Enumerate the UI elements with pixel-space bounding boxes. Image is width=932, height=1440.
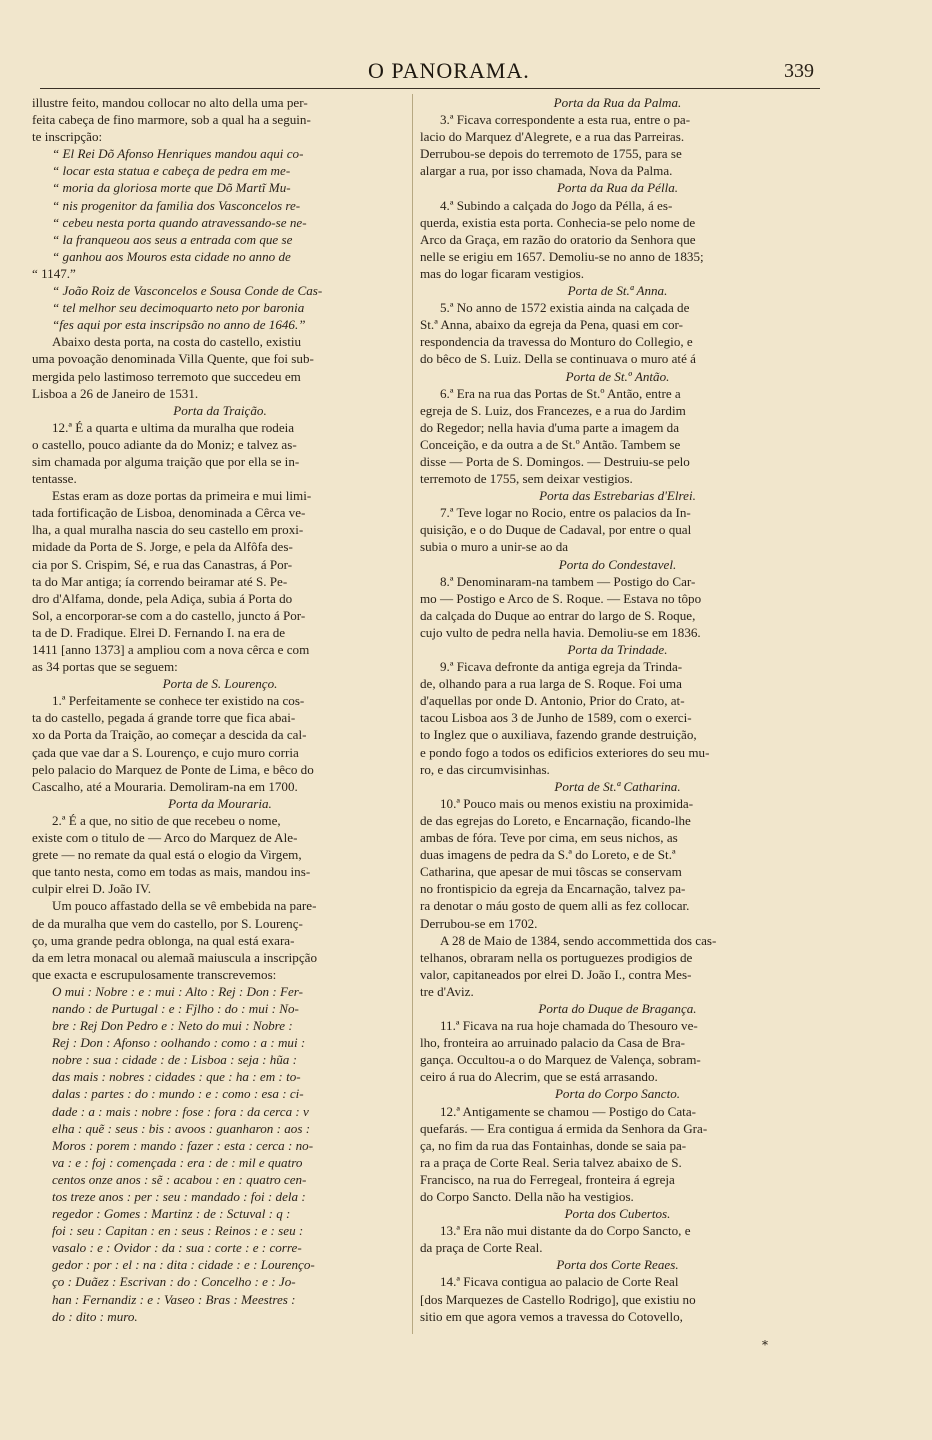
text-line: 8.ª Denominaram-na tambem — Postigo do Car- bbox=[440, 573, 696, 589]
text-line: de da muralha que vem do castello, por S. Lourenç- bbox=[32, 915, 303, 931]
text-line: Moros : porem : mando : fazer : esta : cerca : no- bbox=[52, 1137, 314, 1153]
text-line: mergida pelo lastimoso terremoto que succedeu em bbox=[32, 368, 301, 384]
text-line: xo da Porta da Traição, ao começar a descida da cal- bbox=[32, 727, 307, 743]
text-line: gedor : por : el : na : dita : cidade : e : Lourenço- bbox=[52, 1257, 315, 1273]
text-line: 1.ª Perfeitamente se conhece ter existido na cos- bbox=[52, 693, 305, 709]
text-line: tada fortificação de Lisboa, denominada a Cêrca ve- bbox=[32, 505, 306, 521]
text-line: das mais : nobres : cidades : que : ha : em : to- bbox=[52, 1069, 301, 1085]
text-line: Estas eram as doze portas da primeira e mui limi- bbox=[52, 488, 312, 504]
text-line: 12.ª Antigamente se chamou — Postigo do Cata- bbox=[440, 1103, 696, 1119]
text-line: Porta do Corpo Sancto. bbox=[554, 1086, 681, 1102]
text-line: gança. Occultou-a o do Marquez de Valença, sobram- bbox=[420, 1052, 701, 1068]
text-line: Porta da Rua da Palma. bbox=[553, 95, 682, 110]
text-line: Cascalho, até a Mouraria. Demoliram-na em 1700. bbox=[32, 778, 298, 794]
text-line: Porta da Traição. bbox=[173, 402, 267, 418]
text-line: Porta dos Cubertos. bbox=[564, 1206, 671, 1222]
text-line: 2.ª É a que, no sitio de que recebeu o nome, bbox=[52, 812, 281, 828]
text-line: Derrubou-se em 1702. bbox=[420, 915, 538, 931]
text-line: do Regedor; nella havia d'uma parte a imagem da bbox=[420, 419, 680, 435]
text-line: “ moria da gloriosa morte que Dõ Martĩ Mu- bbox=[52, 180, 291, 196]
text-line: centos onze anos : sẽ : acabou : en : quatro cen- bbox=[52, 1171, 307, 1187]
text-line: ta de D. Fradique. Elrei D. Fernando I. na era de bbox=[32, 624, 286, 640]
text-line: elha : quẽ : seus : bis : avoos : guanharon : aos : bbox=[52, 1120, 311, 1136]
text-line: ra a praça de Corte Real. Seria talvez abaixo de S. bbox=[420, 1154, 682, 1170]
page-header bbox=[40, 58, 820, 84]
text-line: tentasse. bbox=[32, 471, 77, 487]
text-line: 14.ª Ficava contigua ao palacio de Corte Real bbox=[440, 1274, 679, 1290]
text-line: cujo vulto de pedra nella havia. Demoliu-se em 1836. bbox=[420, 624, 701, 640]
text-line: Conceição, e da outra a de St.º Antão. Tambem se bbox=[420, 436, 681, 452]
text-line: quefarás. — Era contigua á ermida da Senhora da Gra- bbox=[420, 1120, 708, 1136]
text-line: de das egrejas do Loreto, e Encarnação, ficando-lhe bbox=[420, 812, 691, 828]
text-line: regedor : Gomes : Martinz : de : Sctuval : q : bbox=[52, 1206, 291, 1222]
text-line: Catharina, que apesar de mui tôscas se conservam bbox=[420, 864, 682, 880]
text-line: disse — Porta de S. Domingos. — Destruiu-se pelo bbox=[420, 453, 690, 469]
text-line: d'aquellas por onde D. Antonio, Prior do Crato, at- bbox=[420, 693, 685, 709]
text-line: no frontispicio da egreja da Encarnação, talvez pa- bbox=[420, 881, 686, 897]
text-line: do bêco de S. Luiz. Della se continuava o muro até á bbox=[420, 351, 696, 367]
text-line: dade : a : mais : nobre : fose : fora : da cerca : v bbox=[52, 1103, 309, 1119]
text-line: Porta da Mouraria. bbox=[168, 795, 272, 811]
text-line: Porta das Estrebarias d'Elrei. bbox=[539, 488, 696, 504]
text-line: subia o muro a unir-se ao da bbox=[420, 539, 569, 555]
text-line: 6.ª Era na rua das Portas de St.º Antão, entre a bbox=[440, 385, 681, 401]
text-line: A 28 de Maio de 1384, sendo accommettida dos cas- bbox=[440, 932, 717, 948]
text-line: “ cebeu nesta porta quando atravessando-se ne- bbox=[52, 214, 307, 230]
text-line: bre : Rej Don Pedro e : Neto do mui : Nobre : bbox=[52, 1018, 293, 1034]
text-line: va : e : foj : començada : era : de : mil e quatro bbox=[52, 1154, 303, 1170]
text-line: O mui : Nobre : e : mui : Alto : Rej : Don : Fer- bbox=[52, 983, 304, 999]
text-line: “ la franqueou aos seus a entrada com que se bbox=[52, 231, 293, 247]
text-line: ço, uma grande pedra oblonga, na qual está exara- bbox=[32, 932, 295, 948]
text-line: “ tel melhor seu decimoquarto neto por baronia bbox=[52, 300, 305, 316]
text-line: dro d'Alfama, donde, pela Adiça, subia á Porta do bbox=[32, 590, 293, 606]
text-line: 12.ª É a quarta e ultima da muralha que rodeia bbox=[52, 419, 295, 435]
text-line: do : dito : muro. bbox=[52, 1308, 138, 1324]
text-line: 3.ª Ficava correspondente a esta rua, entre o pa- bbox=[440, 112, 691, 128]
text-line: “fes aqui por esta inscripsão no anno de 1646.” bbox=[52, 317, 306, 333]
text-line: lho, fronteira ao arruinado palacio da Casa de Bra- bbox=[420, 1035, 686, 1051]
text-line: foi : seu : Capitan : en : seus : Reinos : e : seu : bbox=[52, 1223, 304, 1239]
text-line: da praça de Corte Real. bbox=[420, 1240, 543, 1256]
text-line: ra denotar o máu gosto de quem alli as fez collocar. bbox=[420, 898, 690, 914]
text-line: St.ª Anna, abaixo da egreja da Pena, quasi em cor- bbox=[420, 317, 683, 333]
text-line: Porta de St.ª Catharina. bbox=[554, 778, 681, 794]
text-line: da em letra monacal ou alemaã maiuscula a inscripção bbox=[32, 949, 318, 965]
text-line: Porta do Condestavel. bbox=[558, 556, 677, 572]
text-line: ro, e das circumvisinhas. bbox=[420, 761, 550, 777]
text-line: feita cabeça de fino marmore, sob a qual ha a seguin- bbox=[32, 112, 311, 128]
text-line: te inscripção: bbox=[32, 129, 103, 145]
text-line: Francisco, na rua do Ferregeal, fronteira á egreja bbox=[420, 1171, 675, 1187]
text-line: respondencia da travessa do Monturo do Collegio, e bbox=[420, 334, 693, 350]
text-line: Lisboa a 26 de Janeiro de 1531. bbox=[32, 385, 199, 401]
text-line: to Inglez que o auxiliava, fazendo grande destruição, bbox=[420, 727, 697, 743]
text-line: dalas : partes : do : mundo : e : como : esa : ci- bbox=[52, 1086, 304, 1102]
text-line: [dos Marquezes de Castello Rodrigo], que existiu no bbox=[420, 1291, 696, 1307]
text-line: quisição, e o do Duque de Cadaval, por entre o qual bbox=[420, 522, 692, 538]
text-line: illustre feito, mandou collocar no alto della uma per- bbox=[32, 95, 308, 110]
text-line: nobre : sua : cidade : de : Lisboa : seja : hũa : bbox=[52, 1052, 297, 1068]
text-line: e pondo fogo a todos os edificios exteriores do seu mu- bbox=[420, 744, 710, 760]
text-line: Derrubou-se depois do terremoto de 1755, para se bbox=[420, 146, 682, 162]
text-line: sim chamada por alguma traição que por ella se in- bbox=[32, 453, 300, 469]
text-line: duas imagens de pedra da S.ª do Loreto, e de St.ª bbox=[420, 847, 676, 863]
text-line: da calçada do Duque ao entrar do largo de S. Roque, bbox=[420, 607, 696, 623]
text-line: querda, existia esta porta. Conhecia-se pelo nome de bbox=[420, 214, 696, 230]
page-number: 339 bbox=[784, 60, 814, 82]
column-divider bbox=[412, 94, 413, 1334]
text-line: mo — Postigo e Arco de S. Roque. — Estava no tôpo bbox=[420, 590, 702, 606]
text-line: as 34 portas que se seguem: bbox=[32, 659, 178, 675]
text-line: de, olhando para a rua larga de S. Roque. Foi uma bbox=[420, 676, 682, 692]
text-line: culpir elrei D. João IV. bbox=[32, 881, 152, 897]
text-line: Porta da Trindade. bbox=[567, 642, 668, 657]
text-line: vasalo : e : Ovidor : da : sua : corte : e : corre- bbox=[52, 1240, 302, 1256]
text-line: sitio em que agora vemos a travessa do Cotovello, bbox=[420, 1308, 683, 1324]
text-line: 5.ª No anno de 1572 existia ainda na calçada de bbox=[440, 300, 690, 316]
text-line: 7.ª Teve logar no Rocio, entre os palacios da In- bbox=[440, 505, 691, 521]
text-line: Porta do Duque de Bragança. bbox=[538, 1000, 697, 1016]
text-line: tos treze anos : per : seu : mandado : foi : dela : bbox=[52, 1189, 306, 1204]
text-line: do Corpo Sancto. Della não ha vestigios. bbox=[420, 1189, 634, 1204]
page-title: O PANORAMA. bbox=[368, 58, 530, 83]
text-line: Porta de St.ª Anna. bbox=[567, 283, 668, 299]
text-line: ceiro á rua do Alecrim, que se está arrasando. bbox=[420, 1069, 658, 1085]
text-line: “ 1147.” bbox=[32, 265, 76, 281]
text-line: Abaixo desta porta, na costa do castello, existiu bbox=[52, 334, 302, 350]
text-line: Arco da Graça, em razão do oratorio da Senhora que bbox=[420, 231, 696, 247]
text-line: Rej : Don : Afonso : oolhando : como : a : mui : bbox=[52, 1035, 306, 1051]
text-line: terremoto de 1755, sem deixar vestigios. bbox=[420, 471, 633, 487]
text-line: ta do Mar antiga; ía correndo beiramar até S. Pe- bbox=[32, 573, 288, 589]
text-line: 4.ª Subindo a calçada do Jogo da Pélla, á es- bbox=[440, 197, 673, 213]
right-column bbox=[420, 94, 815, 1344]
left-column bbox=[32, 94, 408, 1344]
footer-mark: * bbox=[762, 1338, 768, 1352]
text-line: Sol, a encorporar-se com a do castello, juncto á Por- bbox=[32, 607, 306, 623]
text-line: cia por S. Crispim, Sé, e rua das Canastras, á Por- bbox=[32, 556, 293, 572]
text-line: “ El Rei Dõ Afonso Henriques mandou aqui co- bbox=[52, 146, 304, 162]
text-line: ta do castello, pegada á grande torre que fica abai- bbox=[32, 710, 296, 726]
text-line: alargar a rua, por isso chamada, Nova da Palma. bbox=[420, 163, 673, 179]
text-line: egreja de S. Luiz, dos Francezes, e a rua do Jardim bbox=[420, 402, 686, 418]
text-line: “ nis progenitor da familia dos Vasconcelos re- bbox=[52, 197, 301, 213]
text-line: telhanos, obraram nella os portuguezes prodigios de bbox=[420, 949, 693, 965]
text-line: “ ganhou aos Mouros esta cidade no anno de bbox=[52, 248, 291, 264]
text-line: o castello, pouco adiante da do Moniz; e talvez as- bbox=[32, 436, 297, 452]
text-line: que exacta e escrupulosamente transcrevemos: bbox=[32, 966, 277, 982]
text-line: Porta da Rua da Pélla. bbox=[556, 180, 679, 196]
text-line: lha, a qual muralha nascia do seu castello em proxi- bbox=[32, 522, 304, 538]
header-rule bbox=[40, 88, 820, 89]
text-line: valor, capitaneados por elrei D. João I., contra Mes- bbox=[420, 966, 692, 982]
text-line: 9.ª Ficava defronte da antiga egreja da Trinda- bbox=[440, 659, 683, 675]
text-line: 11.ª Ficava na rua hoje chamada do Thesouro ve- bbox=[440, 1018, 698, 1034]
text-line: Porta de St.º Antão. bbox=[565, 368, 670, 384]
text-line: pelo palacio do Marquez de Ponte de Lima, e bêco do bbox=[32, 761, 314, 777]
text-line: 1411 [anno 1373] a ampliou com a nova cêrca e com bbox=[32, 642, 310, 657]
text-line: tacou Lisboa aos 3 de Junho de 1589, com o exerci- bbox=[420, 710, 692, 726]
text-line: ambas de fóra. Teve por cima, em seus nichos, as bbox=[420, 830, 678, 846]
text-line: uma povoação denominada Villa Quente, que foi sub- bbox=[32, 351, 314, 367]
text-line: mas do logar ficaram vestigios. bbox=[420, 265, 584, 281]
text-line: “ locar esta statua e cabeça de pedra em me- bbox=[52, 163, 291, 179]
text-line: han : Fernandiz : e : Vaseo : Bras : Meestres : bbox=[52, 1291, 296, 1307]
text-line: grete — no remate da qual está o elogio da Virgem, bbox=[32, 847, 302, 863]
text-line: Porta de S. Lourenço. bbox=[162, 676, 278, 692]
text-line: ça, no fim da rua das Fontainhas, donde se saia pa- bbox=[420, 1137, 687, 1153]
text-line: existe com o titulo de — Arco do Marquez de Ale- bbox=[32, 830, 298, 846]
text-line: ço : Duãez : Escrivan : do : Concelho : e : Jo- bbox=[52, 1274, 296, 1290]
text-line: Porta dos Corte Reaes. bbox=[556, 1257, 679, 1273]
text-line: 10.ª Pouco mais ou menos existiu na proximida- bbox=[440, 795, 694, 811]
text-line: Um pouco affastado della se vê embebida na pare- bbox=[52, 898, 317, 914]
text-line: midade da Porta de S. Jorge, e pela da Alfôfa des- bbox=[32, 539, 293, 555]
text-line: nelle se erigiu em 1657. Demoliu-se no anno de 1835; bbox=[420, 248, 704, 264]
text-line: “ João Roiz de Vasconcelos e Sousa Conde de Cas- bbox=[52, 283, 323, 299]
text-line: lacio do Marquez d'Alegrete, e a rua das Parreiras. bbox=[420, 129, 685, 145]
text-line: nando : de Purtugal : e : Fjlho : do : mui : No- bbox=[52, 1000, 299, 1016]
text-line: que tanto nesta, como em todas as mais, mandou ins- bbox=[32, 864, 311, 880]
text-line: 13.ª Era não mui distante da do Corpo Sancto, e bbox=[440, 1223, 691, 1239]
text-line: çada que vae dar a S. Lourenço, e cujo muro corria bbox=[32, 744, 299, 760]
text-line: tre d'Aviz. bbox=[420, 983, 474, 999]
